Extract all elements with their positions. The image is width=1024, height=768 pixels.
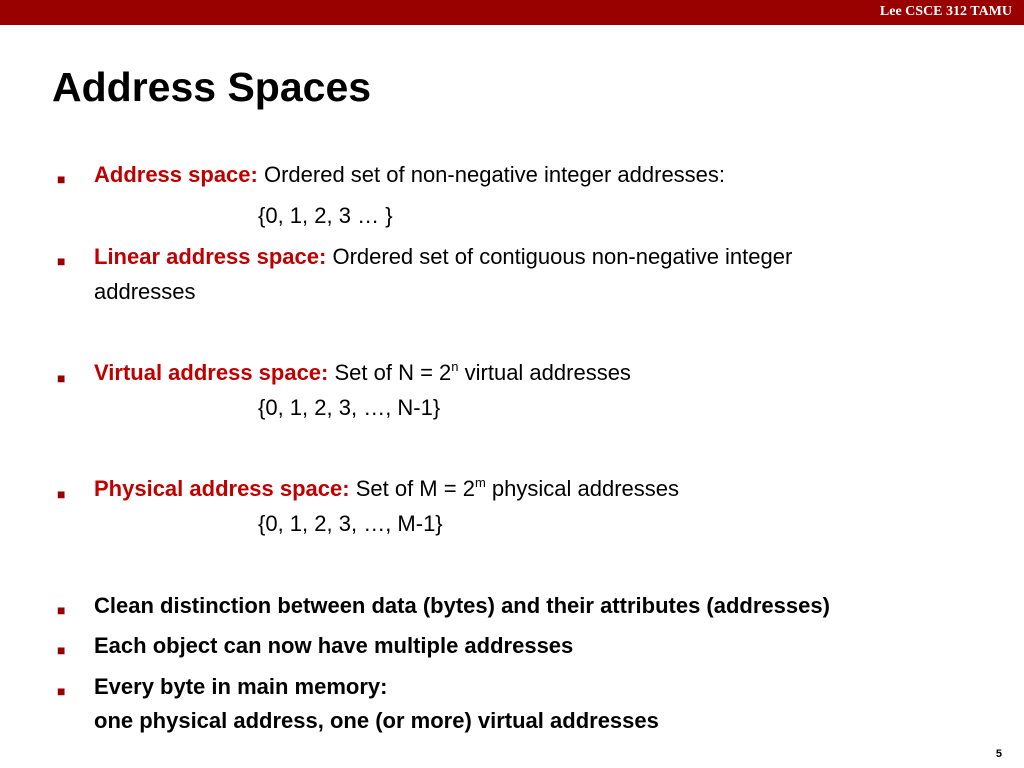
bullet-physical-address-space xyxy=(94,476,679,502)
bullet-marker: ■ xyxy=(57,370,66,386)
bullet-marker: ■ xyxy=(57,486,66,502)
bullet-virtual-address-space xyxy=(94,360,631,386)
term-address-space: Address space: xyxy=(94,162,258,187)
exponent: n xyxy=(451,359,459,374)
virtual-address-set: {0, 1, 2, 3, …, N-1} xyxy=(258,395,441,420)
bullet-clean-distinction: Clean distinction between data (bytes) and their attributes (addresses) xyxy=(94,593,830,618)
address-set: {0, 1, 2, 3 … } xyxy=(258,203,393,228)
term-physical-address-space: Physical address space: xyxy=(94,476,350,501)
slide-title: Address Spaces xyxy=(52,64,372,110)
term-linear-address-space: Linear address space: xyxy=(94,244,327,269)
bullet-text: Ordered set of non-negative integer addresses: xyxy=(257,162,726,187)
bullet-linear-address-space xyxy=(94,244,792,270)
bullet-marker: ■ xyxy=(57,602,66,618)
bullet-text: Set of M = 2 xyxy=(349,476,475,501)
page-number: 5 xyxy=(995,748,1002,760)
bullet-text: Set of N = 2 xyxy=(328,360,452,385)
bullet-every-byte: Every byte in main memory: xyxy=(94,674,388,699)
bullet-text: virtual addresses xyxy=(458,360,631,385)
bullet-text: Ordered set of contiguous non-negative integer xyxy=(326,244,793,269)
bullet-marker: ■ xyxy=(57,642,66,658)
bullet-multiple-addresses: Each object can now have multiple addresses xyxy=(94,633,574,658)
term-virtual-address-space: Virtual address space: xyxy=(94,360,329,385)
course-label: Lee CSCE 312 TAMU xyxy=(879,4,1012,19)
bullet-marker: ■ xyxy=(57,171,66,187)
bullet-marker: ■ xyxy=(57,683,66,699)
bullet-text: physical addresses xyxy=(485,476,679,501)
physical-address-set: {0, 1, 2, 3, …, M-1} xyxy=(258,511,443,536)
bullet-text-continued: one physical address, one (or more) virtual addresses xyxy=(94,708,659,733)
bullet-marker: ■ xyxy=(57,253,66,269)
exponent: m xyxy=(474,475,486,490)
bullet-text-continued: addresses xyxy=(94,279,196,304)
bullet-address-space xyxy=(94,162,725,188)
